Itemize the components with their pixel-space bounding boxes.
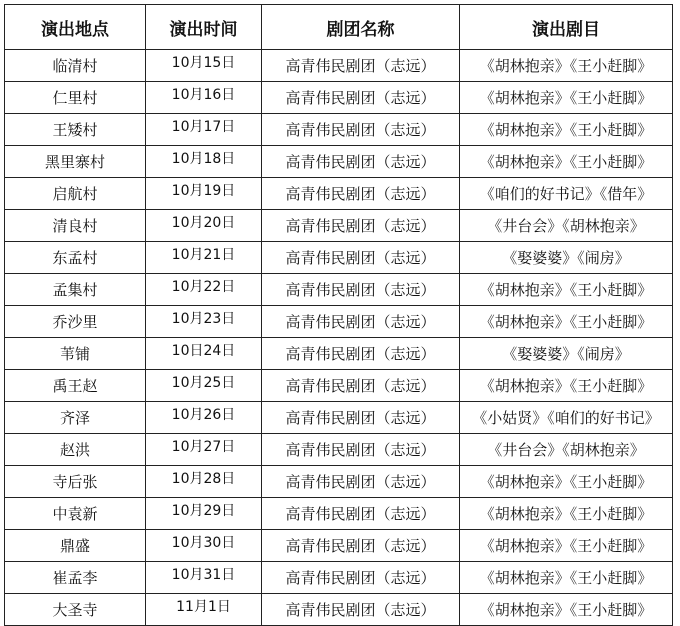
cell-place: 王矮村	[5, 114, 146, 146]
cell-place: 临清村	[5, 50, 146, 82]
table-row	[5, 338, 673, 370]
table-row	[5, 82, 673, 114]
table-body	[5, 50, 673, 626]
cell-program: 《胡林抱亲》《王小赶脚》	[460, 114, 673, 146]
cell-program: 《胡林抱亲》《王小赶脚》	[460, 498, 673, 530]
cell-place: 大圣寺	[5, 594, 146, 626]
cell-program: 《胡林抱亲》《王小赶脚》	[460, 146, 673, 178]
cell-date: 10月18日	[146, 146, 262, 178]
cell-place: 东孟村	[5, 242, 146, 274]
cell-date: 10月20日	[146, 210, 262, 242]
cell-troupe: 高青伟民剧团（志远）	[262, 146, 460, 178]
cell-troupe: 高青伟民剧团（志远）	[262, 402, 460, 434]
cell-place: 乔沙里	[5, 306, 146, 338]
cell-date: 10月29日	[146, 498, 262, 530]
performance-schedule-table	[4, 4, 673, 626]
cell-place: 孟集村	[5, 274, 146, 306]
table-header	[5, 5, 673, 50]
cell-program: 《小姑贤》《咱们的好书记》	[460, 402, 673, 434]
cell-date: 10月31日	[146, 562, 262, 594]
header-row	[5, 5, 673, 50]
table-row	[5, 498, 673, 530]
cell-place: 仁里村	[5, 82, 146, 114]
header-date: 演出时间	[146, 5, 262, 50]
cell-place: 中袁新	[5, 498, 146, 530]
cell-troupe: 高青伟民剧团（志远）	[262, 434, 460, 466]
cell-troupe: 高青伟民剧团（志远）	[262, 274, 460, 306]
cell-place: 鼎盛	[5, 530, 146, 562]
table-row	[5, 466, 673, 498]
cell-program: 《胡林抱亲》《王小赶脚》	[460, 466, 673, 498]
cell-troupe: 高青伟民剧团（志远）	[262, 210, 460, 242]
cell-date: 10月23日	[146, 306, 262, 338]
cell-program: 《胡林抱亲》《王小赶脚》	[460, 274, 673, 306]
cell-date: 10月22日	[146, 274, 262, 306]
cell-troupe: 高青伟民剧团（志远）	[262, 594, 460, 626]
cell-program: 《娶婆婆》《闹房》	[460, 242, 673, 274]
table-row	[5, 434, 673, 466]
header-troupe: 剧团名称	[262, 5, 460, 50]
cell-troupe: 高青伟民剧团（志远）	[262, 530, 460, 562]
cell-program: 《胡林抱亲》《王小赶脚》	[460, 370, 673, 402]
cell-date: 10月15日	[146, 50, 262, 82]
cell-troupe: 高青伟民剧团（志远）	[262, 498, 460, 530]
cell-troupe: 高青伟民剧团（志远）	[262, 306, 460, 338]
table-row	[5, 50, 673, 82]
cell-date: 10月27日	[146, 434, 262, 466]
cell-program: 《咱们的好书记》《借年》	[460, 178, 673, 210]
cell-program: 《井台会》《胡林抱亲》	[460, 210, 673, 242]
cell-program: 《胡林抱亲》《王小赶脚》	[460, 82, 673, 114]
cell-date: 11月1日	[146, 594, 262, 626]
cell-date: 10月19日	[146, 178, 262, 210]
cell-troupe: 高青伟民剧团（志远）	[262, 562, 460, 594]
cell-date: 10月17日	[146, 114, 262, 146]
cell-program: 《胡林抱亲》《王小赶脚》	[460, 594, 673, 626]
cell-place: 清良村	[5, 210, 146, 242]
cell-program: 《井台会》《胡林抱亲》	[460, 434, 673, 466]
cell-place: 启航村	[5, 178, 146, 210]
cell-troupe: 高青伟民剧团（志远）	[262, 50, 460, 82]
table-row	[5, 210, 673, 242]
table-row	[5, 306, 673, 338]
table-row	[5, 146, 673, 178]
cell-program: 《胡林抱亲》《王小赶脚》	[460, 562, 673, 594]
header-program: 演出剧目	[460, 5, 673, 50]
table-row	[5, 402, 673, 434]
cell-troupe: 高青伟民剧团（志远）	[262, 114, 460, 146]
cell-place: 苇铺	[5, 338, 146, 370]
cell-date: 10月26日	[146, 402, 262, 434]
cell-date: 10月30日	[146, 530, 262, 562]
cell-date: 10月28日	[146, 466, 262, 498]
cell-program: 《胡林抱亲》《王小赶脚》	[460, 530, 673, 562]
cell-date: 10月16日	[146, 82, 262, 114]
cell-place: 齐泽	[5, 402, 146, 434]
cell-place: 崔孟李	[5, 562, 146, 594]
cell-place: 黑里寨村	[5, 146, 146, 178]
table-row	[5, 562, 673, 594]
cell-troupe: 高青伟民剧团（志远）	[262, 178, 460, 210]
table-row	[5, 274, 673, 306]
cell-place: 赵洪	[5, 434, 146, 466]
cell-program: 《胡林抱亲》《王小赶脚》	[460, 306, 673, 338]
cell-troupe: 高青伟民剧团（志远）	[262, 466, 460, 498]
cell-program: 《娶婆婆》《闹房》	[460, 338, 673, 370]
cell-place: 寺后张	[5, 466, 146, 498]
cell-date: 10月25日	[146, 370, 262, 402]
table-row	[5, 594, 673, 626]
cell-date: 10月21日	[146, 242, 262, 274]
table-row	[5, 530, 673, 562]
table-row	[5, 242, 673, 274]
cell-place: 禹王赵	[5, 370, 146, 402]
cell-date: 10日24日	[146, 338, 262, 370]
cell-troupe: 高青伟民剧团（志远）	[262, 242, 460, 274]
header-place: 演出地点	[5, 5, 146, 50]
cell-troupe: 高青伟民剧团（志远）	[262, 82, 460, 114]
table-row	[5, 178, 673, 210]
table-row	[5, 114, 673, 146]
cell-program: 《胡林抱亲》《王小赶脚》	[460, 50, 673, 82]
cell-troupe: 高青伟民剧团（志远）	[262, 370, 460, 402]
table-row	[5, 370, 673, 402]
cell-troupe: 高青伟民剧团（志远）	[262, 338, 460, 370]
